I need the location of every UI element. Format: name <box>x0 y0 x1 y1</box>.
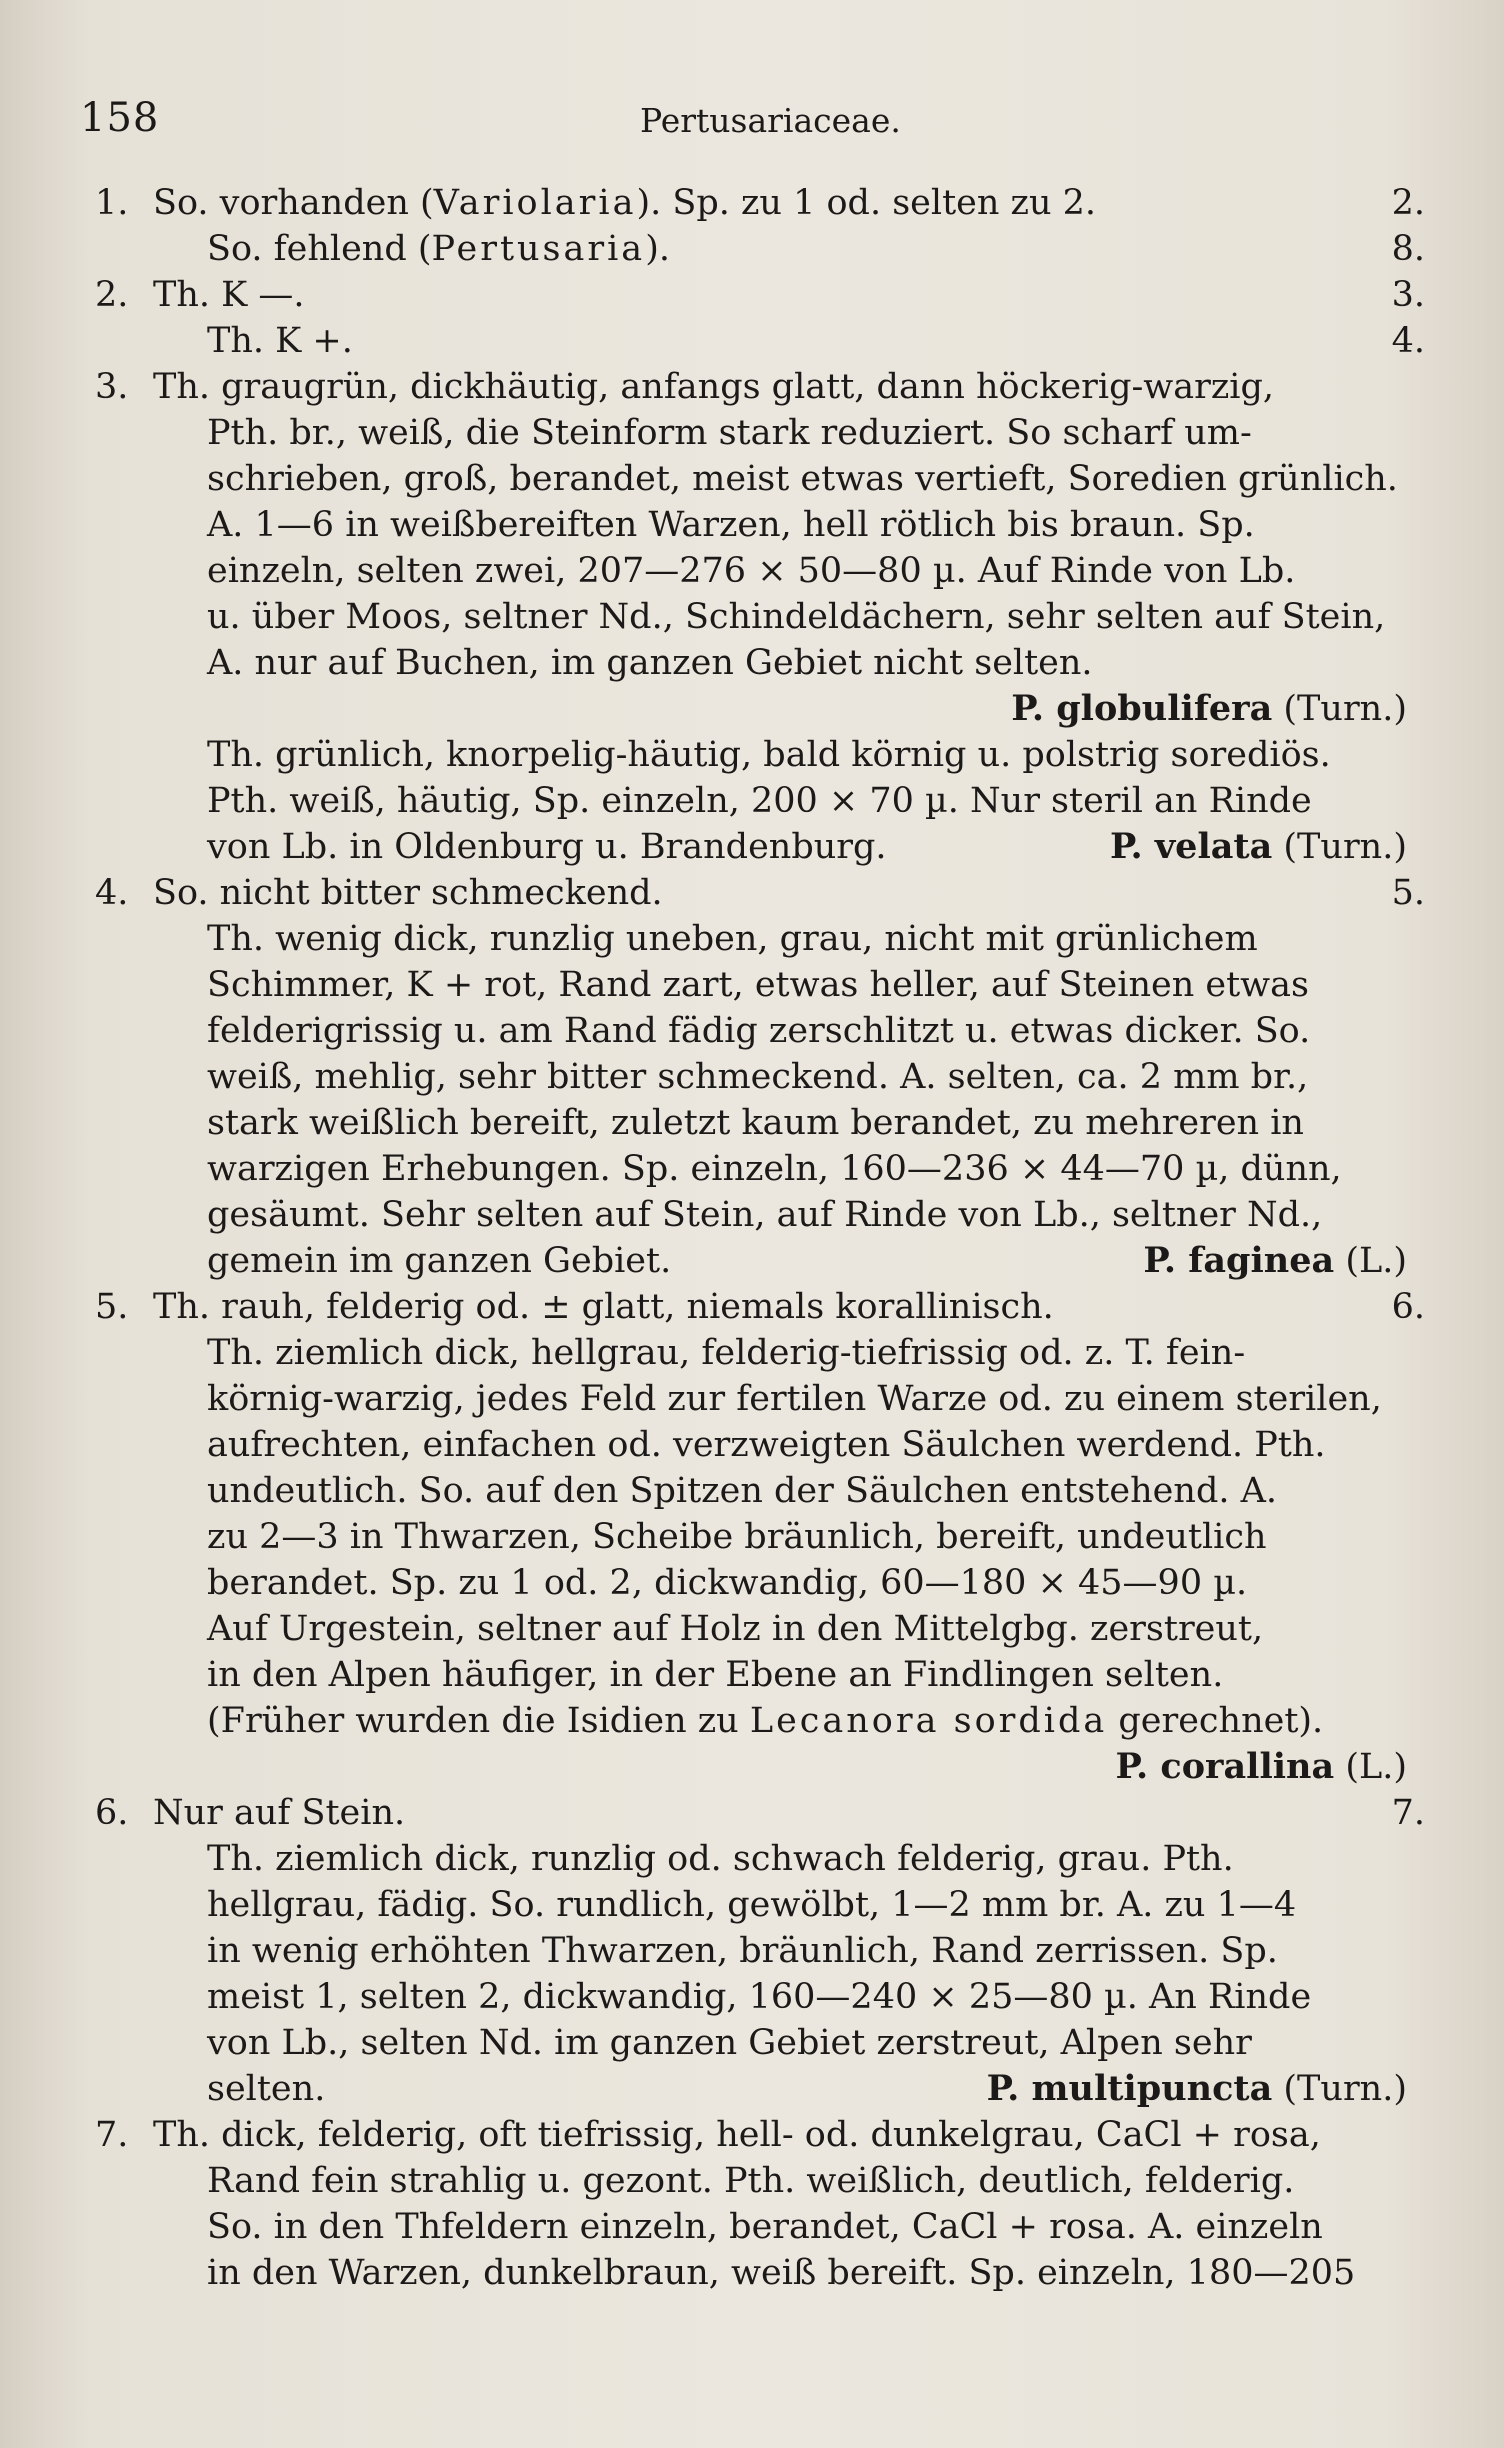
line-text: A. 1—6 in weißbereiften Warzen, hell rötlich bis braun. Sp. <box>207 505 1255 545</box>
line-text: Th. grünlich, knorpelig-häutig, bald körnig u. polstrig sorediös. <box>207 735 1331 775</box>
text-line <box>95 1422 1425 1468</box>
text-line <box>95 778 1425 824</box>
key-reference: 3. <box>1391 275 1425 315</box>
text-segment: Pertusaria <box>431 229 646 269</box>
text-segment: Variolaria <box>433 183 637 223</box>
line-text: stark weißlich bereift, zuletzt kaum berandet, zu mehreren in <box>207 1103 1304 1143</box>
line-text: Th. graugrün, dickhäutig, anfangs glatt, dann höckerig-warzig, <box>153 367 1275 407</box>
text-line <box>95 962 1425 1008</box>
text-line <box>95 1882 1425 1928</box>
line-text: meist 1, selten 2, dickwandig, 160—240 × 25—80 µ. An Rinde <box>207 1977 1312 2017</box>
key-number: 5. <box>95 1287 129 1327</box>
line-text: So. in den Thfeldern einzeln, berandet, CaCl + rosa. A. einzeln <box>207 2207 1323 2247</box>
key-number: 7. <box>95 2115 129 2155</box>
text-line <box>95 502 1425 548</box>
text-line <box>95 640 1425 686</box>
line-text: in den Alpen häufiger, in der Ebene an Findlingen selten. <box>207 1655 1224 1695</box>
line-text: gesäumt. Sehr selten auf Stein, auf Rinde von Lb., seltner Nd., <box>207 1195 1323 1235</box>
text-line <box>95 1790 1425 1836</box>
line-text: in den Warzen, dunkelbraun, weiß bereift. Sp. einzeln, 180—205 <box>207 2253 1356 2293</box>
line-text: undeutlich. So. auf den Spitzen der Säulchen entstehend. A. <box>207 1471 1277 1511</box>
key-reference: 5. <box>1391 873 1425 913</box>
text-line <box>95 916 1425 962</box>
line-text: weiß, mehlig, sehr bitter schmeckend. A. selten, ca. 2 mm br., <box>207 1057 1309 1097</box>
text-line <box>95 686 1425 732</box>
line-text: einzeln, selten zwei, 207—276 × 50—80 µ. Auf Rinde von Lb. <box>207 551 1296 591</box>
text-line <box>95 1238 1425 1284</box>
species-binomial: P. corallina <box>1115 1746 1335 1787</box>
text-segment: So. vorhanden ( <box>153 183 434 223</box>
page-header <box>80 95 1424 145</box>
line-text: Th. K +. <box>207 321 353 361</box>
line-text: Th. dick, felderig, oft tiefrissig, hell- od. dunkelgrau, CaCl + rosa, <box>153 2115 1321 2155</box>
line-text: gemein im ganzen Gebiet. <box>207 1241 672 1281</box>
text-line <box>95 2066 1425 2112</box>
text-line <box>95 1836 1425 1882</box>
species-name <box>1115 1744 1407 1790</box>
key-reference: 4. <box>1391 321 1425 361</box>
line-text: Nur auf Stein. <box>153 1793 406 1833</box>
text-line <box>95 410 1425 456</box>
key-number: 4. <box>95 873 129 913</box>
line-text: warzigen Erhebungen. Sp. einzeln, 160—236 × 44—70 µ, dünn, <box>207 1149 1342 1189</box>
species-binomial: P. faginea <box>1143 1240 1335 1281</box>
line-text: Th. ziemlich dick, hellgrau, felderig-tiefrissig od. z. T. fein- <box>207 1333 1246 1373</box>
text-line <box>95 2158 1425 2204</box>
line-text: schrieben, groß, berandet, meist etwas vertieft, Soredien grünlich. <box>207 459 1398 499</box>
text-line <box>95 2204 1425 2250</box>
text-line <box>95 226 1425 272</box>
text-line <box>95 1192 1425 1238</box>
line-text: Th. rauh, felderig od. ± glatt, niemals korallinisch. <box>153 1287 1054 1327</box>
text-line <box>95 1100 1425 1146</box>
text-line <box>95 1146 1425 1192</box>
line-text: hellgrau, fädig. So. rundlich, gewölbt, 1—2 mm br. A. zu 1—4 <box>207 1885 1297 1925</box>
species-name <box>1143 1238 1407 1284</box>
line-text: zu 2—3 in Thwarzen, Scheibe bräunlich, bereift, undeutlich <box>207 1517 1267 1557</box>
text-line <box>95 180 1425 226</box>
text-line <box>95 1744 1425 1790</box>
text-line <box>95 1698 1425 1744</box>
text-segment: gerechnet). <box>1107 1701 1324 1741</box>
text-line <box>95 1974 1425 2020</box>
species-author: (Turn.) <box>1283 2069 1407 2109</box>
line-text: So. nicht bitter schmeckend. <box>153 873 663 913</box>
line-text <box>207 1698 1425 1744</box>
species-author: (Turn.) <box>1283 689 1407 729</box>
line-text: körnig-warzig, jedes Feld zur fertilen Warze od. zu einem sterilen, <box>207 1379 1382 1419</box>
line-text: in wenig erhöhten Thwarzen, bräunlich, Rand zerrissen. Sp. <box>207 1931 1278 1971</box>
line-text: Pth. weiß, häutig, Sp. einzeln, 200 × 70 µ. Nur steril an Rinde <box>207 781 1312 821</box>
line-text: aufrechten, einfachen od. verzweigten Säulchen werdend. Pth. <box>207 1425 1326 1465</box>
text-line <box>95 1008 1425 1054</box>
text-segment: (Früher wurden die Isidien zu <box>207 1701 750 1741</box>
line-text: Pth. br., weiß, die Steinform stark reduziert. So scharf um- <box>207 413 1252 453</box>
line-text: berandet. Sp. zu 1 od. 2, dickwandig, 60—180 × 45—90 µ. <box>207 1563 1248 1603</box>
page-number: 158 <box>80 95 160 141</box>
text-line <box>95 1652 1425 1698</box>
text-line <box>95 1468 1425 1514</box>
text-line <box>95 2112 1425 2158</box>
key-number: 1. <box>95 183 129 223</box>
line-text: Auf Urgestein, seltner auf Holz in den Mittelgbg. zerstreut, <box>207 1609 1264 1649</box>
line-text: felderigrissig u. am Rand fädig zerschlitzt u. etwas dicker. So. <box>207 1011 1311 1051</box>
line-text: Th. wenig dick, runzlig uneben, grau, nicht mit grünlichem <box>207 919 1258 959</box>
species-author: (Turn.) <box>1283 827 1407 867</box>
text-line <box>95 272 1425 318</box>
line-text: Schimmer, K + rot, Rand zart, etwas heller, auf Steinen etwas <box>207 965 1309 1005</box>
text-segment: So. fehlend ( <box>207 229 432 269</box>
text-line <box>95 870 1425 916</box>
key-reference: 8. <box>1391 229 1425 269</box>
key-number: 3. <box>95 367 129 407</box>
species-name <box>1110 824 1407 870</box>
line-text: u. über Moos, seltner Nd., Schindeldächern, sehr selten auf Stein, <box>207 597 1386 637</box>
text-line <box>95 1330 1425 1376</box>
text-segment: Lecanora sordida <box>749 1701 1108 1741</box>
line-text: Th. ziemlich dick, runzlig od. schwach felderig, grau. Pth. <box>207 1839 1234 1879</box>
line-text: Rand fein strahlig u. gezont. Pth. weißlich, deutlich, felderig. <box>207 2161 1295 2201</box>
text-line <box>95 2250 1425 2296</box>
text-segment: ). <box>645 229 670 269</box>
line-text: A. nur auf Buchen, im ganzen Gebiet nicht selten. <box>207 643 1093 683</box>
line-text <box>153 180 1425 226</box>
key-reference: 6. <box>1391 1287 1425 1327</box>
line-text: Th. K —. <box>153 275 305 315</box>
text-line <box>95 456 1425 502</box>
text-line <box>95 1514 1425 1560</box>
text-line <box>95 318 1425 364</box>
text-line <box>95 364 1425 410</box>
key-text <box>95 180 1425 2296</box>
species-name <box>1011 686 1407 732</box>
text-line <box>95 1284 1425 1330</box>
species-author: (L.) <box>1345 1747 1407 1787</box>
text-line <box>95 548 1425 594</box>
text-line <box>95 1606 1425 1652</box>
text-line <box>95 824 1425 870</box>
running-title: Pertusariaceae. <box>640 101 901 140</box>
line-text: von Lb. in Oldenburg u. Brandenburg. <box>207 827 887 867</box>
line-text: selten. <box>207 2069 326 2109</box>
line-text: von Lb., selten Nd. im ganzen Gebiet zerstreut, Alpen sehr <box>207 2023 1252 2063</box>
species-binomial: P. multipuncta <box>986 2068 1273 2109</box>
text-line <box>95 594 1425 640</box>
key-number: 2. <box>95 275 129 315</box>
species-author: (L.) <box>1345 1241 1407 1281</box>
species-binomial: P. globulifera <box>1011 688 1273 729</box>
text-segment: ). Sp. zu 1 od. selten zu 2. <box>636 183 1097 223</box>
species-name <box>987 2066 1407 2112</box>
species-binomial: P. velata <box>1109 826 1273 867</box>
key-reference: 7. <box>1391 1793 1425 1833</box>
text-line <box>95 1376 1425 1422</box>
text-line <box>95 1054 1425 1100</box>
key-reference: 2. <box>1391 183 1425 223</box>
key-number: 6. <box>95 1793 129 1833</box>
line-text <box>207 226 1425 272</box>
text-line <box>95 732 1425 778</box>
text-line <box>95 1560 1425 1606</box>
text-line <box>95 2020 1425 2066</box>
text-line <box>95 1928 1425 1974</box>
